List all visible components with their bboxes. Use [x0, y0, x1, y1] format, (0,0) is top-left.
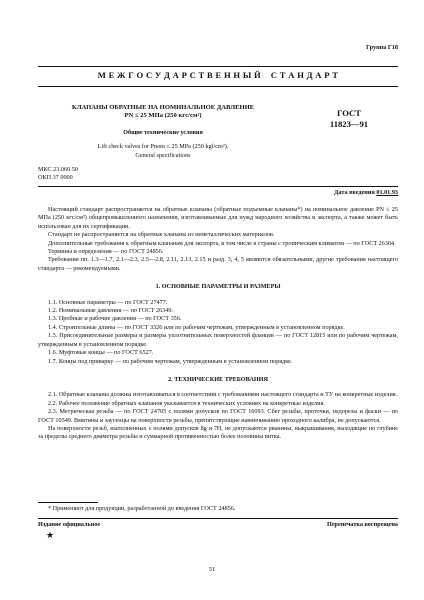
clause-1-5: 1.5. Присоединительные размеры и размеры уплотнительных поверхностей фланцев — по ГОСТ 12815 или по рабочим чертежам, утвержденным в установленном порядке.	[38, 332, 398, 348]
document-title-pressure: PN ≤ 25 МПа (250 кгс/см²)	[124, 112, 202, 120]
intro-paragraph: Стандарт не распространяется на обратные клапаны из неметаллических материалов.	[48, 231, 275, 239]
intro-date-value: 01.01.93	[376, 189, 398, 196]
clause-1-2: 1.2. Номинальные давления — по ГОСТ 26349.	[48, 307, 173, 315]
clause-2-3: 2.3. Метрическая резьба — по ГОСТ 24705 с полями допусков по ГОСТ 16093. Сбег резьбы, проточки, недорезы и фаски — по ГОСТ 10549. Вмятины и заусенцы на поверхности резьбы, препятствующие навинчиванию проходного калибра, не допускаются.	[38, 408, 398, 424]
clause-1-4: 1.4. Строительные длины — по ГОСТ 3326 или по рабочим чертежам, утвержденным в установленном порядке.	[48, 323, 345, 331]
section-1-heading: 1. ОСНОВНЫЕ ПАРАМЕТРЫ И РАЗМЕРЫ	[155, 283, 281, 291]
intro-paragraph: Требования пп. 1.3—1.7, 2.1—2.3, 2.5—2.8, 2.11, 2.13, 2.15 и разд. 3, 4, 5 являются обязательными, другие требования настоящего стандарта — рекомендуемыми.	[38, 256, 398, 272]
subtitle-en: General specifications	[135, 151, 191, 159]
document-title: КЛАПАНЫ ОБРАТНЫЕ НА НОМИНАЛЬНОЕ ДАВЛЕНИЕ	[71, 104, 255, 111]
footnote: * Применяют для продукции, разработанной до введения ГОСТ 24856.	[48, 505, 236, 512]
top-rule	[38, 66, 398, 67]
clause-1-7: 1.7. Концы под приварку — по рабочим чертежам, утвержденным в установленном порядке.	[48, 357, 293, 365]
title-en: Lift check valves for Pnom ≤ 25 MPa (250 kgf/cm²).	[97, 143, 229, 151]
clause-1-3: 1.3. Пробные и рабочие давления — по ГОСТ 356.	[48, 315, 182, 323]
group-code: Группа Г18	[366, 44, 398, 51]
banner-rule	[38, 86, 398, 87]
section-2-heading: 2. ТЕХНИЧЕСКИЕ ТРЕБОВАНИЯ	[168, 375, 268, 383]
footnote-rule	[38, 502, 98, 503]
intro-date-label: Дата введения	[334, 189, 375, 196]
okp-code: ОКП 37 0000	[38, 174, 73, 182]
intro-paragraph: Дополнительные требования к обратным клапанам для экспорта, в том числе в страны с тропическим климатом — по ГОСТ 26304.	[48, 239, 396, 247]
gost-designation	[300, 108, 398, 130]
intro-paragraph: Термины и определения — по ГОСТ 24856.	[48, 248, 164, 256]
mks-code: МКС 23.060.50	[38, 166, 78, 173]
clause-2-3-continued: На поверхности резьб, выполненных с полями допусков 8g и 7H, не допускаются рванины, выкрашивания, выходящие по глубине за пределы среднего диаметра резьбы и суммарной протяженностью более половины витка.	[38, 424, 398, 441]
page-number: 51	[208, 566, 216, 573]
footer-rule	[38, 518, 398, 519]
gost-label: ГОСТ	[337, 108, 361, 118]
clause-2-1: 2.1. Обратные клапаны должны изготавливаться в соответствии с требованиями настоящего стандарта и ТУ на конкретные изделия.	[48, 391, 398, 399]
document-subtitle: Общие технические условия	[123, 128, 203, 136]
clause-1-6: 1.6. Муфтовые концы — по ГОСТ 6527.	[48, 349, 154, 357]
classification-codes	[38, 166, 78, 183]
star-icon: ★	[46, 530, 55, 540]
intro-date	[334, 189, 398, 197]
clause-1-1: 1.1. Основные параметры — по ГОСТ 27477.	[48, 298, 168, 306]
interstate-standard-banner: М Е Ж Г О С У Д А Р С Т В Е Н Н Ы Й С Т А Н Д А Р Т	[97, 70, 339, 80]
official-edition-label: Издание официальное	[38, 521, 101, 528]
body-text	[38, 206, 398, 442]
reprint-prohibited-label: Перепечатка воспрещена	[327, 521, 398, 528]
intro-paragraph: Настоящий стандарт распространяется на обратные клапаны (обратные подъемные клапаны*) на номинальное давление PN ≤ 25 МПа (250 кгс/см²) общепромышленного назначения, изготавливаемые для нужд народного хозяйства и экспорта, а также может быть использован для их сертификации.	[38, 206, 398, 230]
title-block-ru	[38, 104, 288, 160]
codes-rule	[38, 186, 398, 187]
gost-number: 11823—91	[329, 119, 369, 129]
clause-2-2: 2.2. Рабочее положение обратных клапанов указывается в технических условиях на конкретные изделия.	[48, 399, 325, 407]
